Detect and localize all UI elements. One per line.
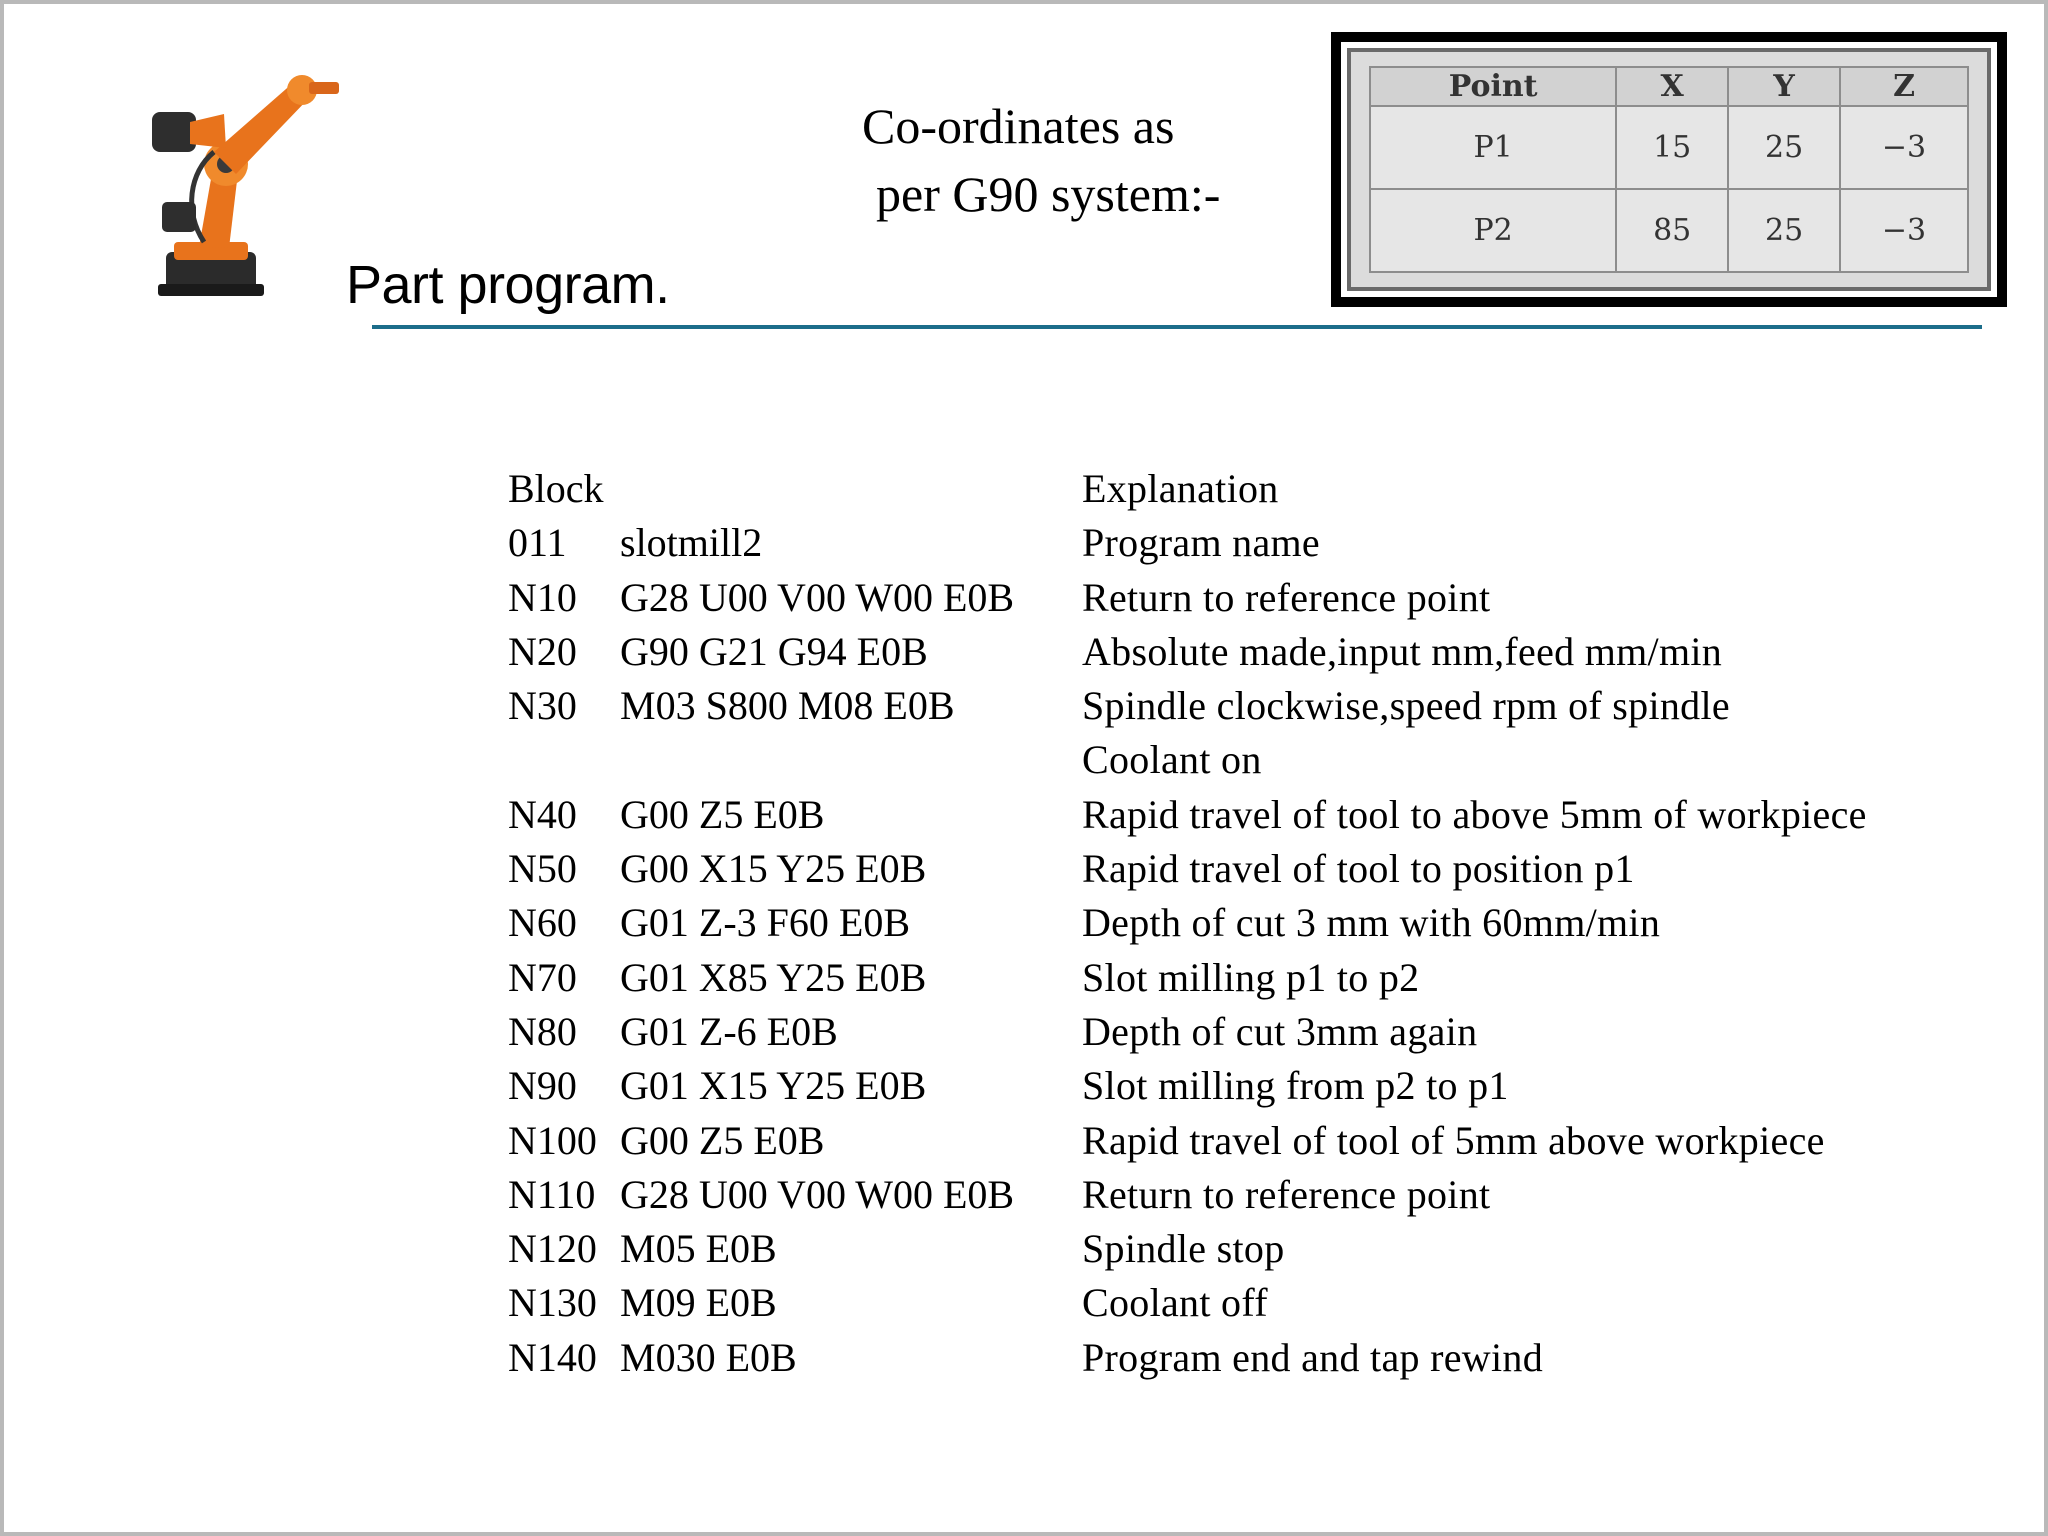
block-number: 011 bbox=[508, 520, 567, 566]
block-explanation: Return to reference point bbox=[1082, 1171, 1491, 1217]
block-number: N50 bbox=[508, 846, 577, 892]
program-row bbox=[508, 733, 2008, 787]
block-number: N140 bbox=[508, 1334, 597, 1380]
program-block bbox=[508, 951, 1082, 1005]
page-title: Part program. bbox=[346, 255, 670, 315]
program-block bbox=[508, 679, 1082, 733]
coordinates-row bbox=[1370, 189, 1968, 272]
coordinates-cell: P1 bbox=[1370, 106, 1616, 189]
program-block bbox=[508, 1331, 1082, 1385]
program-row bbox=[508, 679, 2008, 733]
program-row bbox=[508, 625, 2008, 679]
block-explanation: Spindle stop bbox=[1082, 1226, 1285, 1272]
program-header-row bbox=[508, 462, 2008, 516]
program-row bbox=[508, 1222, 2008, 1276]
block-explanation: Program end and tap rewind bbox=[1082, 1334, 1544, 1380]
block-number: N40 bbox=[508, 791, 577, 837]
block-code bbox=[620, 733, 1082, 787]
program-row bbox=[508, 1331, 2008, 1385]
block-code: M09 E0B bbox=[620, 1280, 777, 1326]
coordinates-header-cell: Point bbox=[1370, 67, 1616, 106]
block-number: N80 bbox=[508, 1008, 577, 1054]
program-row bbox=[508, 1059, 2008, 1113]
program-block bbox=[508, 1168, 1082, 1222]
program-block bbox=[508, 1059, 1082, 1113]
coordinates-header-cell: Z bbox=[1840, 67, 1968, 106]
block-code: M03 S800 M08 E0B bbox=[620, 683, 955, 729]
program-row bbox=[508, 571, 2008, 625]
coordinates-heading-line1: Co-ordinates as bbox=[862, 98, 1175, 154]
program-block bbox=[508, 516, 1082, 570]
coordinates-table bbox=[1369, 66, 1969, 273]
block-number: N110 bbox=[508, 1171, 596, 1217]
block-code: G01 X85 Y25 E0B bbox=[620, 954, 927, 1000]
program-row bbox=[508, 1114, 2008, 1168]
program-row bbox=[508, 842, 2008, 896]
coordinates-table-frame bbox=[1331, 32, 2007, 307]
block-code: G01 Z-3 F60 E0B bbox=[620, 900, 910, 946]
program-block bbox=[508, 788, 1082, 842]
block-number: N70 bbox=[508, 954, 577, 1000]
program-row bbox=[508, 1276, 2008, 1330]
coordinates-cell: P2 bbox=[1370, 189, 1616, 272]
block-number bbox=[508, 733, 620, 787]
title-divider bbox=[372, 325, 1982, 329]
block-number: N60 bbox=[508, 900, 577, 946]
program-row bbox=[508, 1005, 2008, 1059]
coordinates-cell: −3 bbox=[1840, 106, 1968, 189]
block-explanation: Return to reference point bbox=[1082, 574, 1491, 620]
block-explanation: Coolant on bbox=[1082, 737, 1262, 783]
block-explanation: Program name bbox=[1082, 520, 1320, 566]
block-column-header: Block bbox=[508, 466, 604, 511]
program-row bbox=[508, 896, 2008, 950]
block-number: N30 bbox=[508, 683, 577, 729]
block-code: G01 X15 Y25 E0B bbox=[620, 1063, 927, 1109]
program-row bbox=[508, 1168, 2008, 1222]
coordinates-header-cell: Y bbox=[1728, 67, 1840, 106]
program-block bbox=[508, 571, 1082, 625]
block-explanation: Slot milling p1 to p2 bbox=[1082, 954, 1420, 1000]
program-row bbox=[508, 951, 2008, 1005]
block-explanation: Slot milling from p2 to p1 bbox=[1082, 1063, 1509, 1109]
block-explanation: Depth of cut 3mm again bbox=[1082, 1008, 1478, 1054]
program-rows bbox=[508, 516, 2008, 1385]
coordinates-row bbox=[1370, 106, 1968, 189]
program-block bbox=[508, 733, 1082, 787]
block-explanation: Depth of cut 3 mm with 60mm/min bbox=[1082, 900, 1661, 946]
block-number: N10 bbox=[508, 574, 577, 620]
coordinates-cell: −3 bbox=[1840, 189, 1968, 272]
block-explanation: Rapid travel of tool to above 5mm of workpiece bbox=[1082, 791, 1867, 837]
coordinates-heading bbox=[804, 92, 1324, 228]
block-code: G28 U00 V00 W00 E0B bbox=[620, 574, 1015, 620]
block-code: G90 G21 G94 E0B bbox=[620, 628, 928, 674]
block-number: N100 bbox=[508, 1117, 597, 1163]
program-block bbox=[508, 1114, 1082, 1168]
coordinates-cell: 25 bbox=[1728, 189, 1840, 272]
coordinates-cell: 25 bbox=[1728, 106, 1840, 189]
coordinates-cell: 85 bbox=[1616, 189, 1728, 272]
block-explanation: Absolute made,input mm,feed mm/min bbox=[1082, 628, 1723, 674]
block-number: N20 bbox=[508, 628, 577, 674]
block-number: N90 bbox=[508, 1063, 577, 1109]
industrial-robot-arm-icon bbox=[144, 52, 344, 304]
program-block bbox=[508, 1276, 1082, 1330]
block-code: M05 E0B bbox=[620, 1226, 777, 1272]
block-number: N120 bbox=[508, 1226, 597, 1272]
block-code: G01 Z-6 E0B bbox=[620, 1008, 838, 1054]
block-code: G00 Z5 E0B bbox=[620, 1117, 825, 1163]
program-block bbox=[508, 625, 1082, 679]
block-code: M030 E0B bbox=[620, 1334, 797, 1380]
program-block bbox=[508, 842, 1082, 896]
block-explanation: Rapid travel of tool to position p1 bbox=[1082, 846, 1635, 892]
coordinates-table-image bbox=[1347, 48, 1991, 291]
part-program-listing bbox=[508, 462, 2008, 1385]
explanation-column-header: Explanation bbox=[1082, 466, 1279, 511]
coordinates-heading-line2: per G90 system:- bbox=[876, 166, 1221, 222]
block-number: N130 bbox=[508, 1280, 597, 1326]
block-code: G00 Z5 E0B bbox=[620, 791, 825, 837]
program-block bbox=[508, 896, 1082, 950]
coordinates-header-row bbox=[1370, 67, 1968, 106]
block-code: G00 X15 Y25 E0B bbox=[620, 846, 927, 892]
block-explanation: Rapid travel of tool of 5mm above workpiece bbox=[1082, 1117, 1825, 1163]
program-row bbox=[508, 788, 2008, 842]
coordinates-cell: 15 bbox=[1616, 106, 1728, 189]
program-row bbox=[508, 516, 2008, 570]
block-code: G28 U00 V00 W00 E0B bbox=[620, 1171, 1015, 1217]
program-block bbox=[508, 1005, 1082, 1059]
block-code: slotmill2 bbox=[620, 520, 763, 566]
program-block bbox=[508, 1222, 1082, 1276]
block-explanation: Coolant off bbox=[1082, 1280, 1268, 1326]
block-explanation: Spindle clockwise,speed rpm of spindle bbox=[1082, 683, 1730, 729]
coordinates-header-cell: X bbox=[1616, 67, 1728, 106]
